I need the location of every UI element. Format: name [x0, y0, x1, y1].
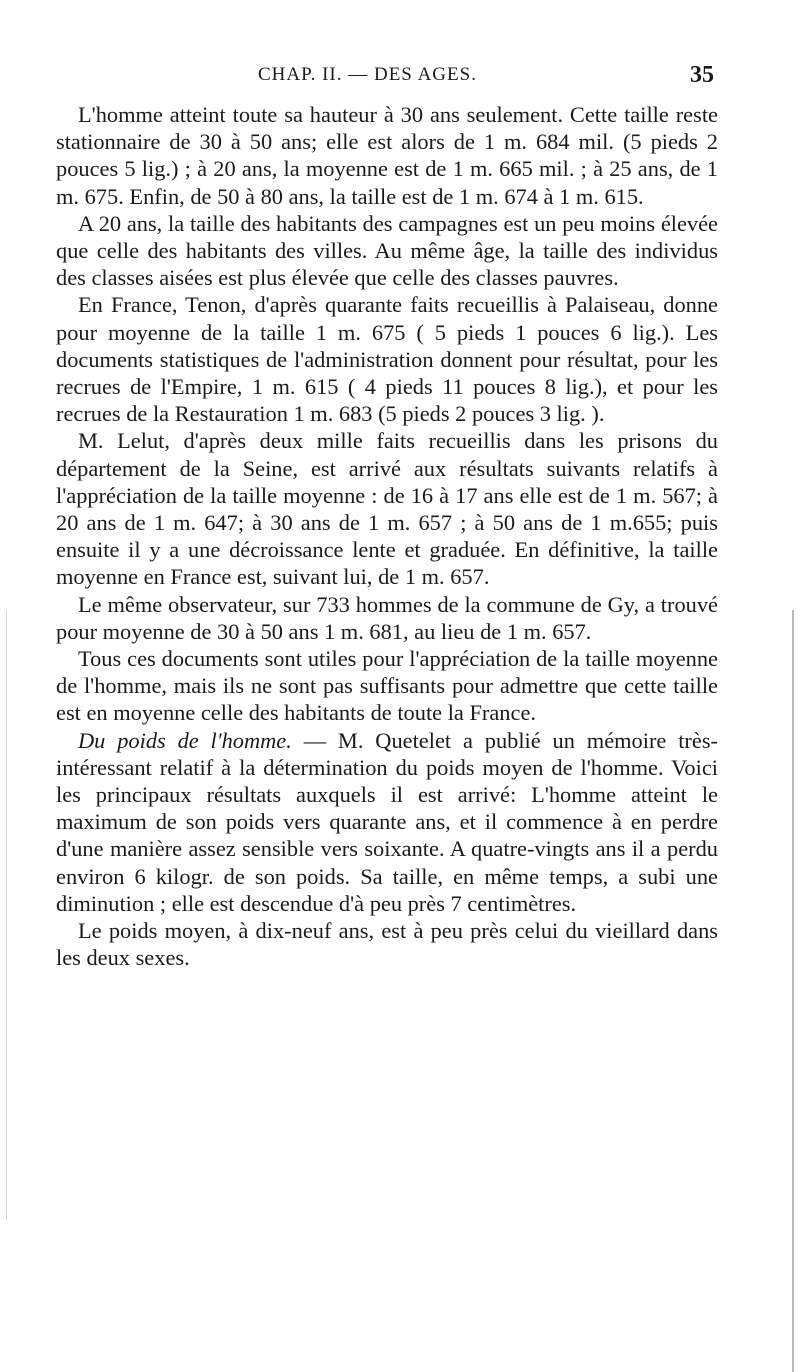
- section-text: — M. Quetelet a publié un mémoire très-intéressant relatif à la détermination du poids moyen de l'homme. Voici les principaux résultats auxquels il est arrivé: L'homme atteint le maximum de son poids vers quarante ans, et il commence à en perdre d'une manière assez sensible vers soixante. A quatre-vingts ans il a perdu environ 6 kilogr. de son poids. Sa taille, en même temps, a subi une diminution ; elle est descendue d'à peu près 7 centimètres.: [56, 727, 719, 916]
- section-paragraph: [56, 727, 718, 917]
- section-title: Du poids de l'homme.: [78, 727, 292, 753]
- page-header: [0, 64, 800, 94]
- paragraph: En France, Tenon, d'après quarante faits recueillis à Palaiseau, donne pour moyenne de la taille 1 m. 675 ( 5 pieds 1 pouces 6 lig.). Les documents statistiques de l'administration donnent pour résultat, pour les recrues de l'Empire, 1 m. 615 ( 4 pieds 11 pouces 8 lig.), et pour les recrues de la Restauration 1 m. 683 (5 pieds 2 pouces 3 lig. ).: [56, 292, 718, 427]
- paragraph: Le poids moyen, à dix-neuf ans, est à peu près celui du vieillard dans les deux sexes.: [56, 918, 718, 971]
- page-edge-shadow: [6, 610, 7, 1220]
- body-text: [56, 101, 718, 972]
- paragraph: M. Lelut, d'après deux mille faits recueillis dans les prisons du département de la Seine, est arrivé aux résultats suivants relatifs à l'appréciation de la taille moyenne : de 16 à 17 ans elle est de 1 m. 567; à 20 ans de 1 m. 647; à 30 ans de 1 m. 657 ; à 50 ans de 1 m.655; puis ensuite il y a une décroissance lente et graduée. En définitive, la taille moyenne en France est, suivant lui, de 1 m. 657.: [56, 428, 718, 590]
- page-number: 35: [690, 62, 714, 88]
- paragraph: Tous ces documents sont utiles pour l'appréciation de la taille moyenne de l'homme, mais ils ne sont pas suffisants pour admettre que cette taille est en moyenne celle des habitants de toute la France.: [56, 646, 718, 726]
- paragraph: L'homme atteint toute sa hauteur à 30 ans seulement. Cette taille reste stationnaire de 30 à 50 ans; elle est alors de 1 m. 684 mil. (5 pieds 2 pouces 5 lig.) ; à 20 ans, la moyenne est de 1 m. 665 mil. ; à 25 ans, de 1 m. 675. Enfin, de 50 à 80 ans, la taille est de 1 m. 674 à 1 m. 615.: [56, 102, 718, 209]
- running-title: CHAP. II. — DES AGES.: [258, 64, 477, 85]
- page-edge-rule: [792, 610, 794, 1372]
- paragraph: A 20 ans, la taille des habitants des campagnes est un peu moins élevée que celle des habitants des villes. Au même âge, la taille des individus des classes aisées est plus élevée que celle des classes pauvres.: [56, 210, 718, 291]
- paragraph: Le même observateur, sur 733 hommes de la commune de Gy, a trouvé pour moyenne de 30 à 50 ans 1 m. 681, au lieu de 1 m. 657.: [56, 591, 718, 644]
